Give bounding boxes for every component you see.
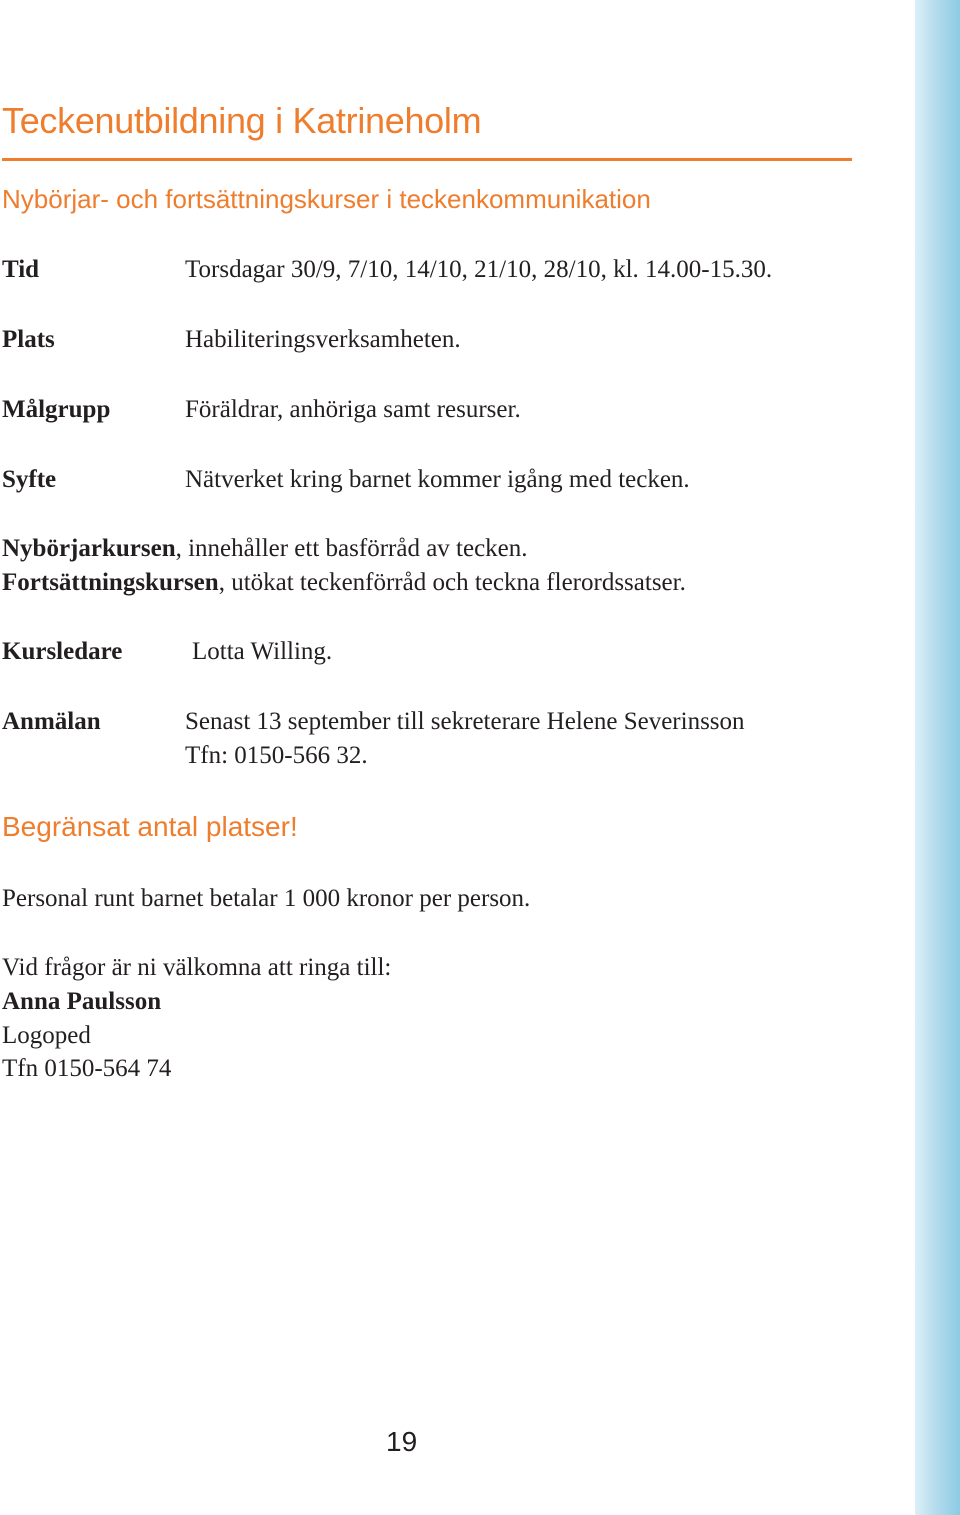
info-value: Torsdagar 30/9, 7/10, 14/10, 21/10, 28/10, kl. 14.00-15.30. xyxy=(185,256,773,283)
course-name: Nybörjarkursen xyxy=(2,535,176,562)
info-value: Nätverket kring barnet kommer igång med tecken. xyxy=(185,466,690,493)
course-beginner xyxy=(2,532,528,566)
info-label: Anmälan xyxy=(2,708,101,735)
course-name: Fortsättningskursen xyxy=(2,569,219,596)
info-value: Lotta Willing. xyxy=(192,638,333,665)
price-text: Personal runt barnet betalar 1 000 kronor per person. xyxy=(2,885,531,912)
info-label: Målgrupp xyxy=(2,396,111,423)
course-description: , innehåller ett basförråd av tecken. xyxy=(175,535,528,562)
registration-line-2: Tfn: 0150-566 32. xyxy=(185,742,368,769)
course-description: , utökat teckenförråd och teckna flerordssatser. xyxy=(218,569,686,596)
info-value: Habiliteringsverksamheten. xyxy=(185,326,461,353)
page-subtitle: Nybörjar- och fortsättningskurser i teckenkommunikation xyxy=(2,184,651,214)
contact-role: Logoped xyxy=(2,1022,91,1049)
info-value: Föräldrar, anhöriga samt resurser. xyxy=(185,396,521,423)
course-continuation xyxy=(2,566,686,600)
side-color-stripe xyxy=(915,0,960,1515)
info-label: Kursledare xyxy=(2,638,123,665)
contact-name-text: Anna Paulsson xyxy=(2,988,162,1015)
info-label: Plats xyxy=(2,326,55,353)
contact-intro: Vid frågor är ni välkomna att ringa till: xyxy=(2,954,392,981)
contact-phone: Tfn 0150-564 74 xyxy=(2,1055,172,1082)
registration-line-1: Senast 13 september till sekreterare Helene Severinsson xyxy=(185,708,745,735)
info-label: Syfte xyxy=(2,466,57,493)
title-divider xyxy=(2,158,852,161)
info-label: Tid xyxy=(2,256,40,283)
limited-seats-note: Begränsat antal platser! xyxy=(2,811,298,842)
page-number: 19 xyxy=(386,1426,418,1457)
contact-name xyxy=(2,985,161,1019)
page-title: Teckenutbildning i Katrineholm xyxy=(2,100,482,141)
